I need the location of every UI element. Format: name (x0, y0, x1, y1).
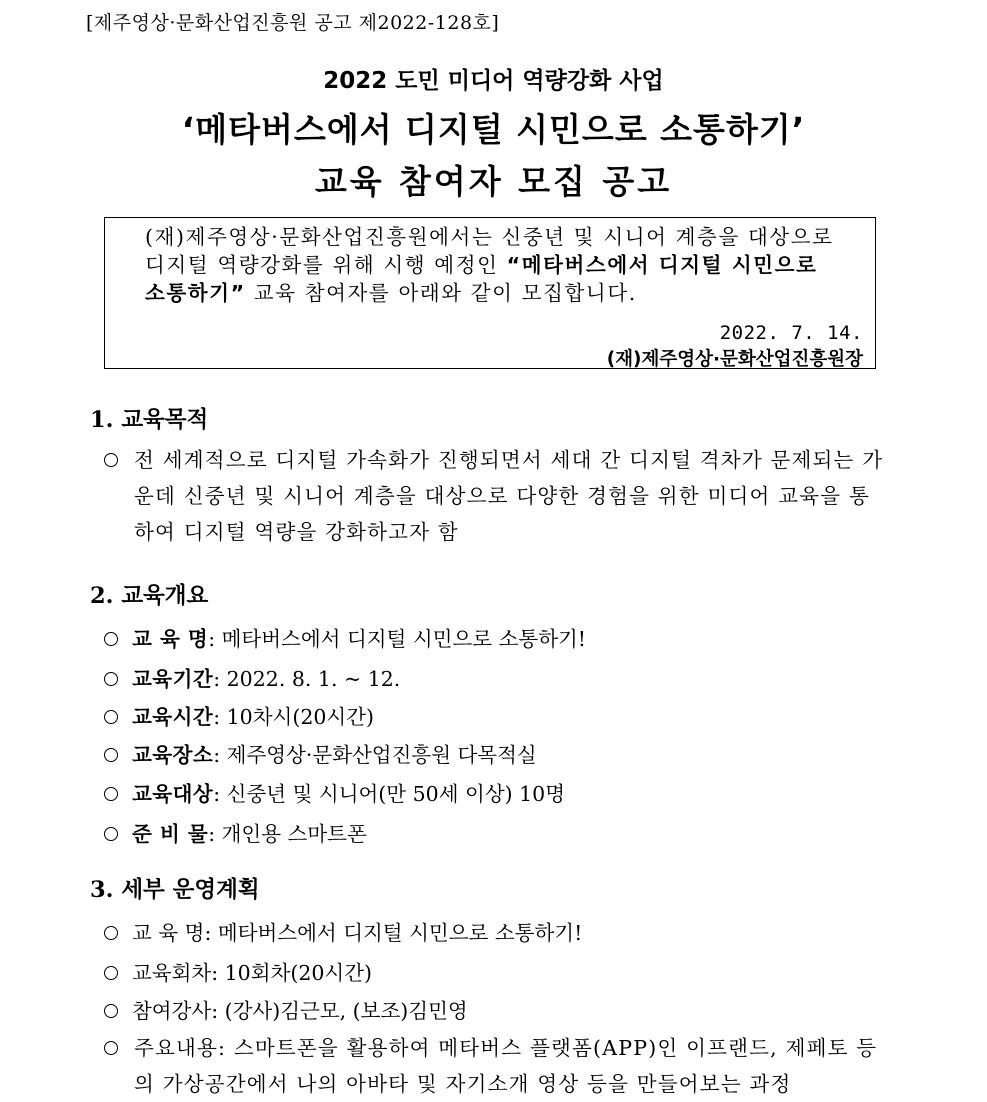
notice-number: [제주영상·문화산업진흥원 공고 제2022-128호] (86, 12, 500, 34)
plan-text: 참여강사: (강사)김근모, (보조)김민영 (132, 999, 468, 1023)
plan-content-block (104, 1030, 890, 1102)
section-1-heading: 1. 교육목적 (90, 407, 209, 433)
overview-label: 교육장소 (132, 743, 214, 767)
circle-bullet-icon (104, 672, 118, 686)
section-1-text: 전 세계적으로 디지털 가속화가 진행되면서 세대 간 디지털 격차가 문제되는 가운데 신중년 및 시니어 계층을 대상으로 다양한 경험을 위한 미디어 교육을 통하여 디지털 역량을 강화하고자 함 (134, 448, 884, 544)
title-line-2: ‘메타버스에서 디지털 시민으로 소통하기’ (181, 110, 806, 149)
overview-label: 교육기간 (132, 667, 214, 691)
overview-value: : 메타버스에서 디지털 시민으로 소통하기! (208, 627, 587, 651)
plan-item (104, 956, 372, 986)
plan-item (104, 994, 468, 1024)
overview-value: : 10차시(20시간) (213, 705, 375, 729)
overview-value: : 개인용 스마트폰 (208, 822, 367, 846)
circle-bullet-icon (104, 632, 118, 646)
circle-bullet-icon (104, 966, 118, 980)
title-line-3: 교육 참여자 모집 공고 (314, 162, 673, 201)
intro-line-3-suffix: 교육 참여자를 아래와 같이 모집합니다. (245, 281, 637, 305)
intro-line-3-bold: 소통하기” (145, 281, 246, 305)
overview-label: 교 육 명 (132, 627, 209, 651)
intro-line-2-bold: “메타버스에서 디지털 시민으로 (506, 253, 818, 277)
intro-line-1: (재)제주영상·문화산업진흥원에서는 신중년 및 시니어 계층을 대상으로 (145, 225, 834, 249)
overview-item (104, 622, 586, 652)
intro-line-2 (145, 248, 817, 278)
overview-item (104, 738, 537, 768)
overview-item (104, 817, 367, 847)
intro-date: 2022. 7. 14. (719, 322, 863, 344)
plan-text: 교육회차: 10회차(20시간) (132, 961, 373, 985)
title-line-1: 2022 도민 미디어 역량강화 사업 (323, 68, 664, 94)
overview-item (104, 777, 565, 807)
section-1-text-block (104, 442, 890, 550)
circle-bullet-icon (104, 453, 118, 467)
intro-line-3 (145, 276, 637, 306)
section-3-heading: 3. 세부 운영계획 (90, 877, 260, 903)
overview-value: : 제주영상·문화산업진흥원 다목적실 (213, 743, 537, 767)
overview-value: : 신중년 및 시니어(만 50세 이상) 10명 (213, 782, 566, 806)
intro-org: (재)제주영상·문화산업진흥원장 (606, 349, 863, 370)
circle-bullet-icon (104, 710, 118, 724)
overview-label: 준 비 물 (132, 822, 209, 846)
plan-item (104, 916, 582, 946)
circle-bullet-icon (104, 926, 118, 940)
plan-text: 교 육 명: 메타버스에서 디지털 시민으로 소통하기! (132, 921, 583, 945)
circle-bullet-icon (104, 748, 118, 762)
intro-box (104, 217, 876, 369)
circle-bullet-icon (104, 1041, 118, 1055)
intro-line-2-prefix: 디지털 역량강화를 위해 시행 예정인 (145, 253, 507, 277)
circle-bullet-icon (104, 787, 118, 801)
section-2-heading: 2. 교육개요 (90, 583, 209, 609)
overview-item (104, 662, 400, 692)
overview-label: 교육대상 (132, 782, 214, 806)
overview-value: : 2022. 8. 1. ~ 12. (213, 667, 401, 691)
plan-content-text: 주요내용: 스마트폰을 활용하여 메타버스 플랫폼(APP)인 이프랜드, 제페토 등의 가상공간에서 나의 아바타 및 자기소개 영상 등을 만들어보는 과정 (134, 1036, 878, 1096)
circle-bullet-icon (104, 1004, 118, 1018)
overview-label: 교육시간 (132, 705, 214, 729)
overview-item (104, 700, 374, 730)
circle-bullet-icon (104, 827, 118, 841)
